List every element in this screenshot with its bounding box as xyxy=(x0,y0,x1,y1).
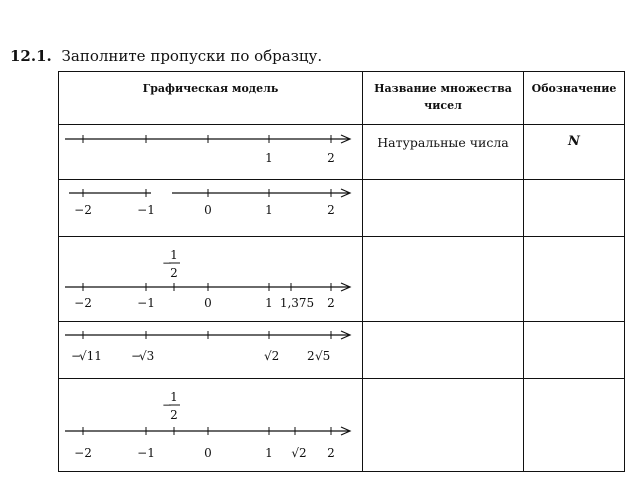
set-name-cell[interactable] xyxy=(363,379,524,472)
notation-cell[interactable] xyxy=(524,237,625,322)
set-name-cell[interactable] xyxy=(363,322,524,379)
tick-label: √3 xyxy=(139,349,155,363)
fraction-numerator: 1 xyxy=(170,248,178,262)
notation-cell[interactable] xyxy=(524,379,625,472)
notation-cell[interactable]: N xyxy=(524,125,625,180)
number-line-rationals xyxy=(59,237,362,321)
number-line-irrationals xyxy=(59,322,362,378)
set-name-cell[interactable] xyxy=(363,237,524,322)
fraction-numerator: 1 xyxy=(170,390,178,404)
table-row xyxy=(59,237,625,322)
tick-label: 2 xyxy=(307,349,315,363)
task-heading xyxy=(10,47,322,65)
tick-label: √2 xyxy=(264,349,280,363)
set-name-cell[interactable]: Натуральные числа xyxy=(363,125,524,180)
fraction-sign: − xyxy=(161,398,173,412)
number-line-cell xyxy=(59,180,363,237)
set-name-cell[interactable] xyxy=(363,180,524,237)
tick-label: 1 xyxy=(265,151,273,165)
tick-label: − xyxy=(71,349,82,363)
header-model: Графическая модель xyxy=(59,72,363,125)
tick-label: −2 xyxy=(74,296,92,310)
fraction-denominator: 2 xyxy=(170,266,178,280)
tick-label: 2 xyxy=(327,203,335,217)
tick-label: √5 xyxy=(315,349,331,363)
tick-label: 2 xyxy=(327,296,335,310)
tick-label: 0 xyxy=(204,446,212,460)
notation-cell[interactable] xyxy=(524,322,625,379)
tick-label: − xyxy=(131,349,142,363)
table-row xyxy=(59,125,625,180)
tick-label: 1 xyxy=(265,446,273,460)
number-line-integers xyxy=(59,180,362,236)
number-line-reals xyxy=(59,379,362,471)
tick-label: 2 xyxy=(327,151,335,165)
tick-label: √2 xyxy=(291,446,307,460)
tick-label: 1,375 xyxy=(279,296,315,310)
number-line-cell xyxy=(59,125,363,180)
fraction-denominator: 2 xyxy=(170,408,178,422)
tick-label: −1 xyxy=(137,446,155,460)
tick-label: 2 xyxy=(327,446,335,460)
tick-label: 1 xyxy=(265,203,273,217)
number-line-cell xyxy=(59,237,363,322)
number-line-cell xyxy=(59,322,363,379)
task-text: Заполните пропуски по образцу. xyxy=(61,47,323,65)
tick-label: 0 xyxy=(204,296,212,310)
table-row xyxy=(59,180,625,237)
header-set-name: Название множества чисел xyxy=(363,72,524,125)
number-line-natural xyxy=(59,125,362,179)
sets-table xyxy=(58,71,625,472)
tick-label: −1 xyxy=(137,203,155,217)
tick-label: −2 xyxy=(74,203,92,217)
fraction-sign: − xyxy=(161,256,173,270)
number-line-cell xyxy=(59,379,363,472)
task-number: 12.1. xyxy=(10,47,52,65)
tick-label: 1 xyxy=(265,296,273,310)
tick-label: −1 xyxy=(137,296,155,310)
tick-label: −2 xyxy=(74,446,92,460)
notation-cell[interactable] xyxy=(524,180,625,237)
table-row xyxy=(59,379,625,472)
tick-label: 0 xyxy=(204,203,212,217)
table-row xyxy=(59,322,625,379)
header-notation: Обозначение xyxy=(524,72,625,125)
header-row xyxy=(59,72,625,125)
tick-label: √11 xyxy=(79,349,102,363)
